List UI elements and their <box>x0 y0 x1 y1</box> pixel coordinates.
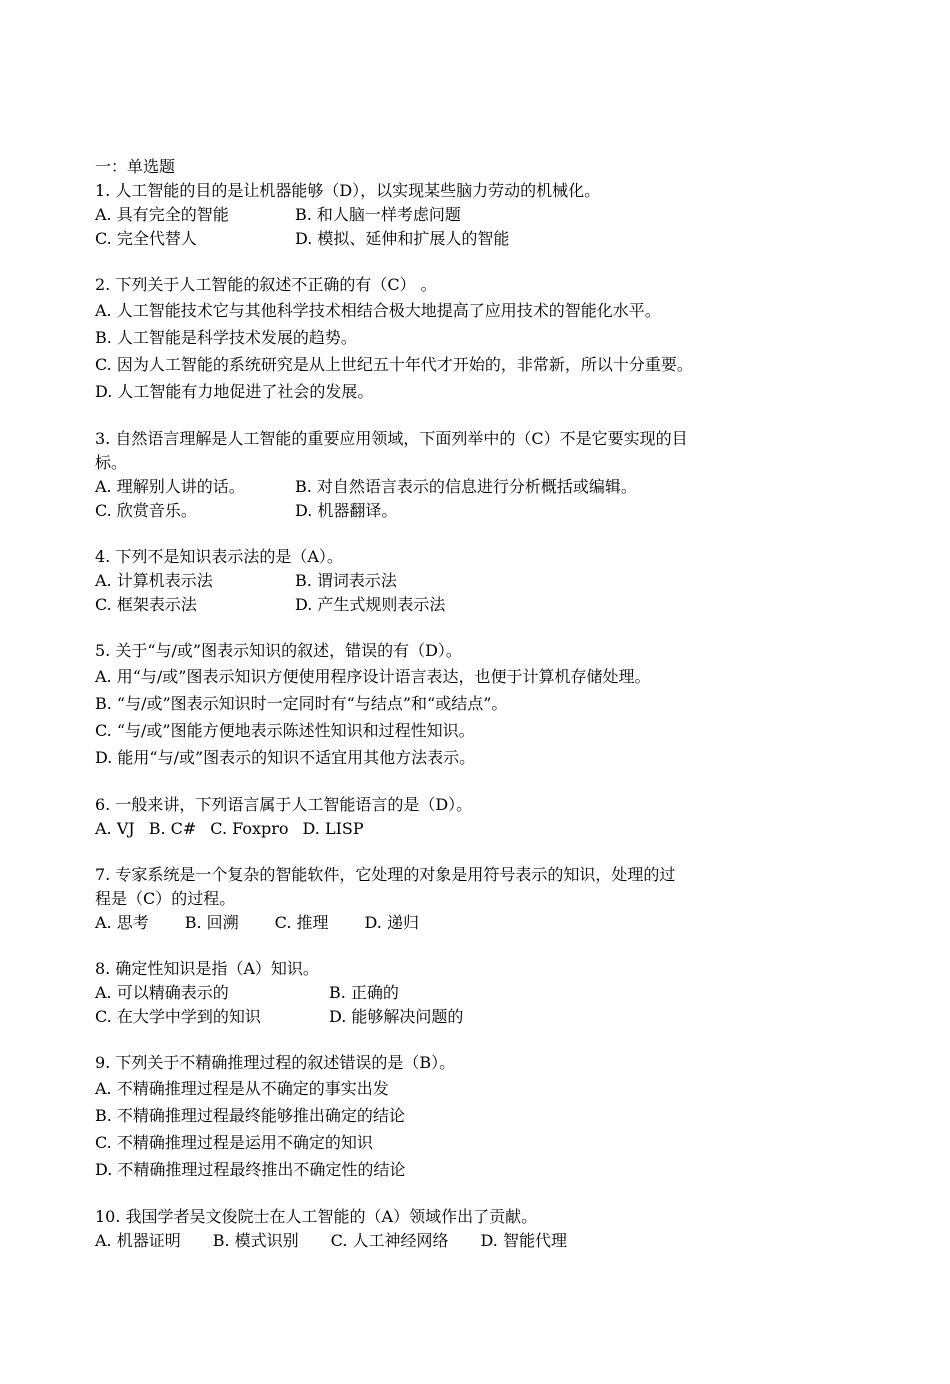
question-10 <box>95 1205 785 1253</box>
option-c: C. 欣赏音乐。 <box>95 501 197 520</box>
option-c: C. 完全代替人 <box>95 229 197 248</box>
option-b: B. 谓词表示法 <box>295 571 397 590</box>
option-a: A. 人工智能技术它与其他科学技术相结合极大地提高了应用技术的智能化水平。 <box>95 301 661 320</box>
question-stem: 9. 下列关于不精确推理过程的叙述错误的是（B）。 <box>95 1053 456 1072</box>
option-b: B. “与/或”图表示知识时一定同时有“与结点”和“或结点”。 <box>95 694 508 713</box>
question-stem: 8. 确定性知识是指（A）知识。 <box>95 959 319 978</box>
option-d: D. 机器翻译。 <box>295 501 398 520</box>
option-c: C. 人工神经网络 <box>330 1231 449 1250</box>
option-a: A. 可以精确表示的 <box>95 983 229 1002</box>
question-6 <box>95 793 785 841</box>
question-stem: 6. 一般来讲，下列语言属于人工智能语言的是（D）。 <box>95 795 473 814</box>
option-a: A. 用“与/或”图表示知识方便使用程序设计语言表达，也便于计算机存储处理。 <box>95 667 651 686</box>
exam-page <box>95 155 785 1275</box>
question-stem-continued: 程是（C）的过程。 <box>95 889 236 908</box>
question-stem: 5. 关于“与/或”图表示知识的叙述，错误的有（D）。 <box>95 641 462 660</box>
option-d: D. 递归 <box>364 913 419 932</box>
option-b: B. C# <box>148 819 197 838</box>
question-stem: 10. 我国学者吴文俊院士在人工智能的（A）领域作出了贡献。 <box>95 1207 538 1226</box>
option-a: A. 计算机表示法 <box>95 571 213 590</box>
option-d: D. 能够解决问题的 <box>329 1007 464 1026</box>
option-b: B. 回溯 <box>184 913 239 932</box>
option-b: B. 不精确推理过程最终能够推出确定的结论 <box>95 1106 405 1125</box>
option-d: D. LISP <box>302 819 364 838</box>
option-c: C. Foxpro <box>210 819 289 838</box>
option-b: B. 模式识别 <box>212 1231 299 1250</box>
option-c: C. 在大学中学到的知识 <box>95 1007 261 1026</box>
question-stem: 1. 人工智能的目的是让机器能够（D），以实现某些脑力劳动的机械化。 <box>95 181 601 200</box>
option-a: A. 机器证明 <box>95 1231 181 1250</box>
option-b: B. 和人脑一样考虑问题 <box>295 205 461 224</box>
option-a: A. 思考 <box>95 913 149 932</box>
option-d: D. 不精确推理过程最终推出不确定性的结论 <box>95 1160 406 1179</box>
section-title: 一：单选题 <box>95 157 176 176</box>
option-c: C. 推理 <box>274 913 329 932</box>
option-c: C. “与/或”图能方便地表示陈述性知识和过程性知识。 <box>95 721 475 740</box>
option-a: A. 具有完全的智能 <box>95 205 229 224</box>
question-stem: 2. 下列关于人工智能的叙述不正确的有（C） 。 <box>95 275 437 294</box>
question-stem: 7. 专家系统是一个复杂的智能软件，它处理的对象是用符号表示的知识，处理的过 <box>95 865 676 884</box>
question-2 <box>95 273 785 405</box>
option-d: D. 产生式规则表示法 <box>295 595 446 614</box>
option-b: B. 对自然语言表示的信息进行分析概括或编辑。 <box>295 477 637 496</box>
question-5 <box>95 639 785 771</box>
question-3 <box>95 427 785 523</box>
option-a: A. VJ <box>95 819 135 838</box>
option-d: D. 能用“与/或”图表示的知识不适宜用其他方法表示。 <box>95 748 476 767</box>
option-c: C. 因为人工智能的系统研究是从上世纪五十年代才开始的，非常新，所以十分重要。 <box>95 355 693 374</box>
question-7 <box>95 863 785 935</box>
question-stem: 4. 下列不是知识表示法的是（A）。 <box>95 547 343 566</box>
question-stem: 3. 自然语言理解是人工智能的重要应用领域，下面列举中的（C）不是它要实现的目 <box>95 429 688 448</box>
question-9 <box>95 1051 785 1183</box>
option-c: C. 框架表示法 <box>95 595 197 614</box>
option-a: A. 不精确推理过程是从不确定的事实出发 <box>95 1079 389 1098</box>
question-stem-continued: 标。 <box>95 453 128 472</box>
option-b: B. 人工智能是科学技术发展的趋势。 <box>95 328 357 347</box>
option-d: D. 人工智能有力地促进了社会的发展。 <box>95 382 374 401</box>
question-8 <box>95 957 785 1029</box>
question-1 <box>95 179 785 251</box>
option-b: B. 正确的 <box>329 983 399 1002</box>
question-4 <box>95 545 785 617</box>
option-c: C. 不精确推理过程是运用不确定的知识 <box>95 1133 373 1152</box>
option-a: A. 理解别人讲的话。 <box>95 477 245 496</box>
option-d: D. 模拟、延伸和扩展人的智能 <box>295 229 510 248</box>
option-d: D. 智能代理 <box>480 1231 567 1250</box>
